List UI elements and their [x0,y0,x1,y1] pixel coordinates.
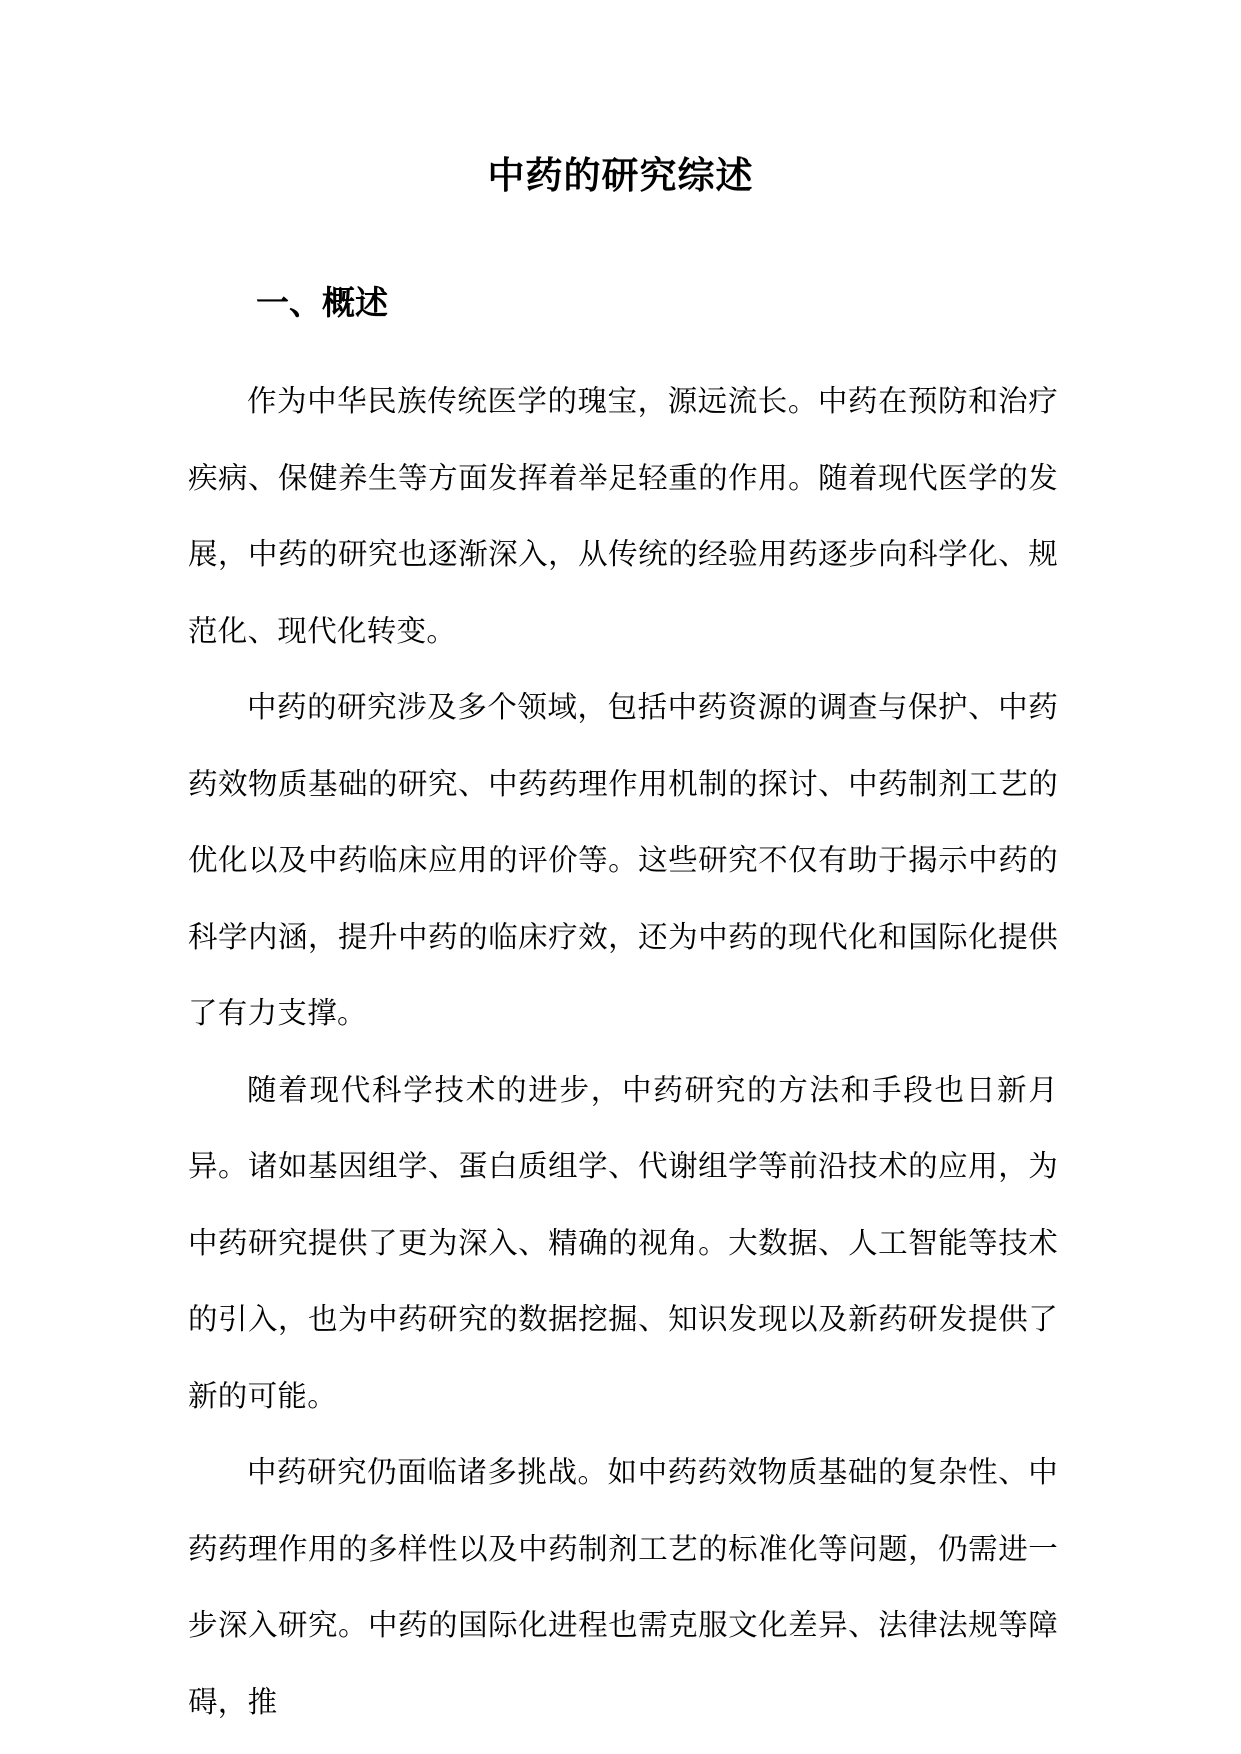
paragraph-4: 中药研究仍面临诸多挑战。如中药药效物质基础的复杂性、中药药理作用的多样性以及中药制剂工艺的标准化等问题，仍需进一步深入研究。中药的国际化进程也需克服文化差异、法律法规等障碍，推 [188,1455,1058,1719]
paragraph-2: 中药的研究涉及多个领域，包括中药资源的调查与保护、中药药效物质基础的研究、中药药理作用机制的探讨、中药制剂工艺的优化以及中药临床应用的评价等。这些研究不仅有助于揭示中药的科学内涵，提升中药的临床疗效，还为中药的现代化和国际化提供了有力支撑。 [188,690,1058,1030]
paragraph-3: 随着现代科学技术的进步，中药研究的方法和手段也日新月异。诸如基因组学、蛋白质组学、代谢组学等前沿技术的应用，为中药研究提供了更为深入、精确的视角。大数据、人工智能等技术的引入，也为中药研究的数据挖掘、知识发现以及新药研发提供了新的可能。 [188,1072,1058,1413]
document-title: 中药的研究综述 [487,153,754,197]
body-text [188,363,1058,1740]
section-heading-overview: 一、概述 [256,283,388,322]
paragraph-1: 作为中华民族传统医学的瑰宝，源远流长。中药在预防和治疗疾病、保健养生等方面发挥着举足轻重的作用。随着现代医学的发展，中药的研究也逐渐深入，从传统的经验用药逐步向科学化、规范化、现代化转变。 [188,384,1058,648]
